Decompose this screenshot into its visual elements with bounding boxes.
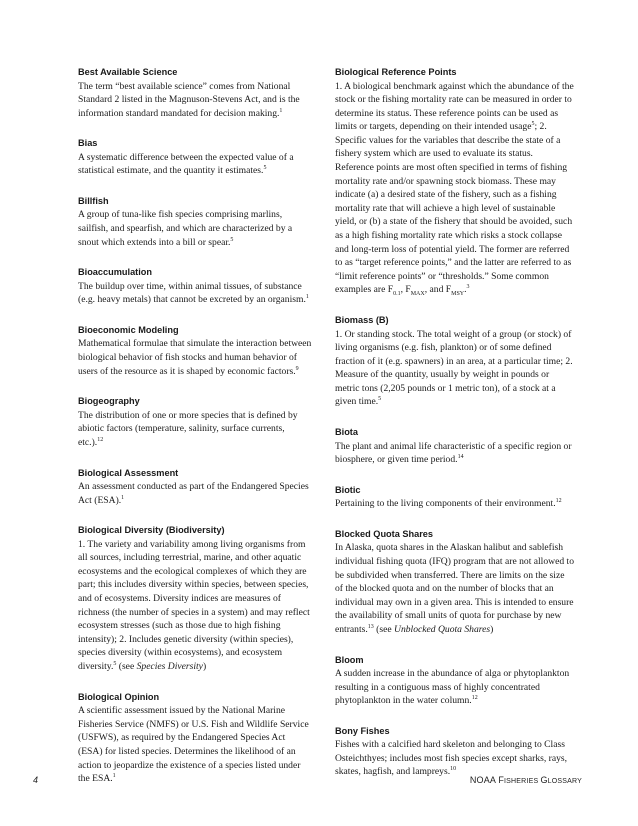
footer-word: NOAA — [469, 775, 499, 785]
entry-bioaccumulation — [78, 266, 312, 307]
definition — [78, 704, 312, 786]
term-heading: Blocked Quota Shares — [335, 528, 434, 539]
reference-number: 10 — [450, 766, 457, 773]
footer-smallcaps: LOSSARY — [547, 778, 582, 785]
footer-letter: G — [540, 775, 548, 785]
entry-biota — [335, 426, 574, 467]
term-heading: Bioeconomic Modeling — [78, 324, 179, 335]
entry-bloom — [335, 654, 574, 708]
term-heading: Biological Reference Points — [335, 67, 457, 77]
period: . — [464, 284, 467, 296]
entry-billfish — [78, 195, 312, 249]
see-prefix: (see — [116, 661, 137, 673]
entry-biogeography — [78, 395, 312, 449]
see-suffix: ) — [490, 623, 494, 635]
definition-text: 1. A biological benchmark against which the abundance of the stock or the fishing mortality rate can be measured in order to determine its status. These reference points can be used as limits or targets, depending on their intended usage — [335, 80, 574, 133]
definition-text: Pertaining to the living components of their environment. — [335, 498, 556, 510]
definition-text: In Alaska, quota shares in the Alaskan halibut and sablefish individual fishing quota (IFQ) program that are not allowed to be subdivided when transferred. There are limits on the size of the blocked quota and on the number of blocks that an individual may own in a given area. This is intended to ensure the availability of small units of quota for purchase by new entrants. — [335, 542, 574, 635]
subscript: 0.1 — [393, 291, 401, 298]
separator: , F — [400, 284, 411, 296]
reference-number: 1 — [305, 294, 309, 301]
definition — [335, 541, 574, 636]
entry-biological-assessment — [78, 467, 312, 508]
term-heading: Biogeography — [78, 396, 140, 407]
entry-best-available-science — [78, 66, 312, 120]
reference-number: 5 — [531, 121, 535, 128]
see-suffix: ) — [202, 661, 207, 673]
definition-text: A systematic difference between the expected value of a statistical estimate, and the quantity it estimates. — [78, 151, 294, 177]
subscript: MAX — [410, 291, 425, 298]
definition-text: The buildup over time, within animal tissues, of substance (e.g. heavy metals) that cannot be excreted by an organism. — [78, 280, 306, 306]
term-heading: Biota — [335, 427, 358, 438]
running-footer-title — [470, 775, 582, 785]
definition-text: The distribution of one or more species that is defined by abiotic factors (temperature, salinity, surface currents, etc.). — [78, 409, 298, 448]
definition-text: A scientific assessment issued by the National Marine Fisheries Service (NMFS) or U.S. Fish and Wildlife Service (USFWS), as required by the Endangered Species Act (ESA) for listed species. Determines the likelihood of an action to jeopardize the existence of a species listed under the ESA. — [78, 705, 309, 785]
definition — [335, 667, 574, 708]
definition — [78, 80, 312, 121]
term-heading: Biological Opinion — [78, 691, 160, 702]
definition-text: ; 2. Specific values for the variables that describe the state of a fishery system which are used to evaluate its status. Reference points are most often specified in terms of fishing mortality rate and/or spawning stock biomass. These may indicate (a) a desired state of the fishery, such as a fishing mortality rate that will achieve a high level of sustainable yield, or (b) a state of the fishery that should be avoided, such as a high fishing mortality rate which risks a stock collapse and long-term loss of potential yield. The former are referred to as “target reference points,” and the latter are referred to as “limit reference points” or “thresholds.” Some common examples are F — [335, 121, 573, 296]
definition-text: 1. The variety and variability among living organisms from all sources, including terrestrial, marine, and other aquatic ecosystems and the ecological complexes of which they are part; this includes diversity within species, between species, and of ecosystems. Diversity indices are measures of richness (the number of species in a system) and may reflect ecosystem stresses (such as those due to high fishing intensity); 2. Includes genetic diversity (within species), species diversity (within ecosystems), and ecosystem diversity. — [78, 538, 310, 673]
definition — [335, 328, 574, 410]
reference-number: 1 — [279, 107, 283, 114]
reference-number: 13 — [367, 623, 374, 630]
definition-text: The term “best available science” comes from National Standard 2 listed in the Magnuson-Stevens Act, and is the information standard mandated for decision making. — [78, 80, 300, 119]
term-heading: Bioaccumulation — [78, 267, 153, 278]
footer-letter: F — [498, 775, 505, 785]
definition — [335, 497, 574, 511]
definition-text: 1. Or standing stock. The total weight of a group (or stock) of living organisms (e.g. fish, plankton) or of some defined fraction of it (e.g. spawners) in an area, at a particular time; 2. Measure of the quantity, usually by weight in pounds or metric tons (2,205 pounds or 1 metric ton), of a stock at a given time. — [335, 328, 573, 408]
definition-text: An assessment conducted as part of the Endangered Species Act (ESA). — [78, 481, 309, 506]
term-heading: Biotic — [335, 484, 361, 495]
page-number: 4 — [33, 775, 39, 785]
reference-number: 5 — [230, 236, 234, 243]
definition-text: Mathematical formulae that simulate the interaction between biological behavior of fish stocks and human behavior of users of the resource as it is shaped by economic factors. — [78, 338, 312, 377]
term-heading: Billfish — [78, 195, 109, 206]
reference-number: 14 — [457, 453, 464, 460]
reference-number: 1 — [112, 772, 116, 779]
reference-number: 12 — [97, 436, 104, 443]
entry-biomass — [335, 314, 574, 409]
definition — [78, 151, 312, 178]
reference-number: 3 — [466, 284, 470, 291]
definition — [78, 208, 312, 249]
footer-smallcaps: ISHERIES — [504, 778, 541, 785]
definition — [78, 409, 312, 450]
reference-number: 12 — [555, 498, 562, 505]
separator: , and F — [424, 284, 452, 296]
definition-text: The plant and animal life characteristic of a specific region or biosphere, or given time period. — [335, 440, 572, 466]
reference-number: 9 — [295, 365, 299, 372]
left-column — [78, 66, 312, 803]
term-heading: Bloom — [335, 654, 364, 665]
entry-biotic — [335, 484, 574, 511]
definition-text: Fishes with a calcified hard skeleton and belonging to Class Osteichthyes; includes most fish species except sharks, rays, skates, hagfish, and lampreys. — [335, 739, 568, 778]
definition-text: A group of tuna-like fish species comprising marlins, sailfish, and spearfish, and which are characterized by a snout which extends into a bill or spear. — [78, 209, 293, 248]
right-column — [335, 66, 574, 796]
entry-biological-diversity — [78, 524, 312, 673]
reference-number: 1 — [121, 494, 125, 501]
definition — [78, 480, 312, 507]
entry-biological-opinion — [78, 691, 312, 786]
definition — [78, 538, 312, 674]
definition — [78, 280, 312, 307]
reference-number: 5 — [113, 660, 117, 667]
reference-number: 5 — [263, 165, 267, 172]
definition-text: A sudden increase in the abundance of alga or phytoplankton resulting in a contiguous mass of highly concentrated phytoplankton in the water column. — [335, 668, 570, 707]
reference-number: 12 — [471, 695, 478, 701]
definition — [335, 80, 574, 298]
term-heading: Bony Fishes — [335, 725, 390, 736]
term-heading: Bias — [78, 138, 98, 149]
see-also-link[interactable]: Unblocked Quota Shares — [394, 623, 491, 635]
see-also-link[interactable]: Species Diversity — [136, 661, 203, 673]
term-heading: Biological Assessment — [78, 467, 179, 478]
entry-blocked-quota-shares — [335, 528, 574, 637]
entry-biological-reference-points — [335, 66, 574, 297]
entry-bioeconomic-modeling — [78, 324, 312, 378]
definition — [335, 440, 574, 467]
term-heading: Best Available Science — [78, 67, 178, 77]
entry-bias — [78, 137, 312, 178]
reference-number: 5 — [378, 396, 382, 403]
subscript: MSY — [451, 291, 465, 298]
definition — [335, 738, 574, 779]
definition — [78, 337, 312, 378]
see-prefix: (see — [373, 623, 395, 635]
entry-bony-fishes — [335, 725, 574, 779]
term-heading: Biomass (B) — [335, 315, 389, 325]
term-heading: Biological Diversity (Biodiversity) — [78, 525, 225, 536]
